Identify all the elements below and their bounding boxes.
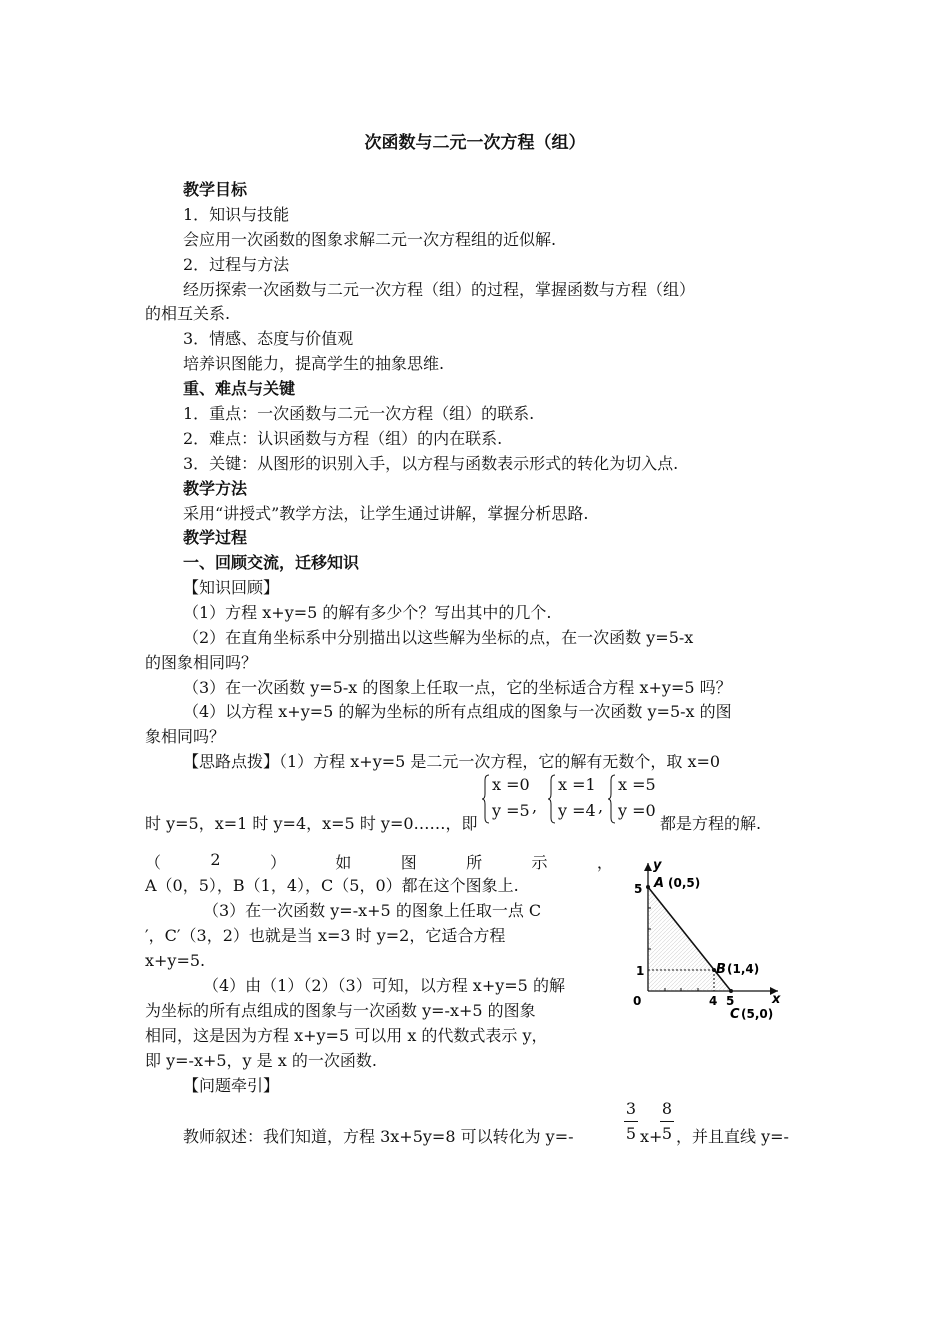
answer-2-b: A（0，5），B（1，4），C（5，0）都在这个图象上. — [145, 876, 519, 895]
answer-2-spread — [145, 850, 613, 873]
hint-b-right: 都是方程的解. — [660, 814, 762, 833]
goal1-text: 会应用一次函数的图象求解二元一次方程组的近似解. — [183, 230, 557, 249]
point-a — [646, 885, 650, 889]
system-2-row-1: x =1 — [558, 775, 596, 794]
process-heading: 教学过程 — [183, 528, 248, 547]
goals-heading: 教学目标 — [183, 180, 248, 199]
equation-system-2 — [548, 774, 608, 826]
key-heading: 重、难点与关键 — [183, 379, 296, 398]
answer-2-token: ） — [269, 853, 286, 872]
hint-a: 【思路点拨】（1）方程 x+y=5 是二元一次方程，它的解有无数个，取 x=0 — [183, 752, 721, 771]
teacher-text-a: 教师叙述：我们知道，方程 3x+5y=8 可以转化为 y=- — [183, 1127, 574, 1146]
answer-2-token: 2 — [210, 850, 221, 869]
fraction-bar — [624, 1121, 638, 1122]
system-1-row-2: y =5 — [492, 801, 530, 820]
point-b-label: B — [716, 962, 726, 977]
brace-icon — [548, 774, 556, 824]
equation-system-1 — [482, 774, 546, 826]
fraction-1 — [624, 1098, 638, 1145]
origin-label: 0 — [633, 994, 642, 1008]
system-2-separator: , — [598, 797, 604, 816]
equation-system-3 — [608, 774, 660, 826]
system-2-row-2: y =4 — [558, 801, 596, 820]
brace-icon — [608, 774, 616, 824]
part1-heading: 一、回顾交流，迁移知识 — [183, 553, 360, 572]
y-tick-1: 1 — [636, 964, 645, 978]
question-4-a: （4）以方程 x+y=5 的解为坐标的所有点组成的图象与一次函数 y=5-x 的图 — [183, 702, 732, 721]
goal2-text-a: 经历探索一次函数与二元一次方程（组）的过程，掌握函数与方程（组） — [183, 280, 696, 299]
goal2-text-b: 的相互关系. — [145, 304, 231, 323]
fraction-1-numerator: 3 — [625, 1099, 637, 1118]
teacher-text-mid: x+ — [640, 1127, 663, 1146]
goal1-heading: 1．知识与技能 — [183, 205, 290, 224]
system-1-separator: , — [532, 797, 538, 816]
answer-4-d: 即 y=-x+5，y 是 x 的一次函数. — [145, 1051, 377, 1070]
answer-2-token: （ — [145, 853, 162, 872]
answer-2-token: 所 — [466, 853, 483, 872]
fraction-2-numerator: 8 — [661, 1099, 673, 1118]
brace-icon — [482, 774, 490, 824]
key-point-1: 1．重点：一次函数与二元一次方程（组）的联系. — [183, 404, 535, 423]
question-2-a: （2）在直角坐标系中分别描出以这些解为坐标的点，在一次函数 y=5-x — [183, 628, 694, 647]
fraction-bar — [660, 1121, 674, 1122]
y-tick-5: 5 — [634, 882, 643, 896]
x-tick-4: 4 — [709, 994, 718, 1008]
goal3-heading: 3．情感、态度与价值观 — [183, 329, 354, 348]
answer-3-b: ′，C′（3，2）也就是当 x=3 时 y=2，它适合方程 — [145, 926, 506, 945]
answer-4-a: （4）由（1）（2）（3）可知，以方程 x+y=5 的解 — [203, 976, 565, 995]
answer-3-a: （3）在一次函数 y=-x+5 的图象上任取一点 C — [203, 901, 542, 920]
question-3: （3）在一次函数 y=5-x 的图象上任取一点，它的坐标适合方程 x+y=5 吗？ — [183, 678, 732, 697]
key-point-2: 2．难点：认识函数与方程（组）的内在联系. — [183, 429, 503, 448]
point-c — [729, 989, 733, 993]
answer-2-token: 示 — [531, 853, 548, 872]
method-text: 采用“讲授式”教学方法，让学生通过讲解，掌握分析思路. — [183, 504, 589, 523]
method-heading: 教学方法 — [183, 479, 248, 498]
question-1: （1）方程 x+y=5 的解有多少个？写出其中的几个. — [183, 603, 552, 622]
point-c-coord: (5,0) — [741, 1007, 774, 1021]
y-axis-arrow-icon — [644, 863, 652, 871]
teacher-text-b: ，并且直线 y=- — [676, 1127, 789, 1146]
point-b-coord: (1,4) — [727, 962, 760, 976]
page-title: 次函数与二元一次方程（组） — [364, 133, 586, 153]
goal3-text: 培养识图能力，提高学生的抽象思维. — [183, 354, 445, 373]
review-label: 【知识回顾】 — [183, 578, 280, 597]
system-3-row-1: x =5 — [618, 775, 656, 794]
answer-2-token: 如 — [335, 853, 352, 872]
system-3-row-2: y =0 — [618, 801, 656, 820]
point-a-coord: (0,5) — [668, 876, 701, 890]
system-1-row-1: x =0 — [492, 775, 530, 794]
answer-4-c: 相同，这是因为方程 x+y=5 可以用 x 的代数式表示 y， — [145, 1026, 548, 1045]
x-axis-label: x — [772, 992, 781, 1007]
answer-3-c: x+y=5. — [145, 951, 206, 970]
x-tick-5: 5 — [726, 994, 735, 1008]
goal2-heading: 2．过程与方法 — [183, 255, 290, 274]
point-c-label: C — [730, 1007, 740, 1022]
answer-4-b: 为坐标的所有点组成的图象与一次函数 y=-x+5 的图象 — [145, 1001, 536, 1020]
fraction-1-denominator: 5 — [625, 1124, 637, 1143]
key-point-3: 3．关键：从图形的识别入手，以方程与函数表示形式的转化为切入点. — [183, 454, 679, 473]
point-a-label: A — [654, 876, 665, 891]
question-4-b: 象相同吗？ — [145, 727, 226, 746]
question-2-b: 的图象相同吗？ — [145, 653, 258, 672]
answer-2-token: 图 — [400, 853, 417, 872]
y-axis-label: y — [653, 858, 662, 873]
hint-b-left: 时 y=5，x=1 时 y=4，x=5 时 y=0……，即 — [145, 814, 478, 833]
problem-label: 【问题牵引】 — [183, 1076, 280, 1095]
answer-2-token: ， — [596, 853, 613, 872]
coordinate-figure — [618, 855, 788, 1027]
fraction-2-denominator: 5 — [661, 1124, 673, 1143]
